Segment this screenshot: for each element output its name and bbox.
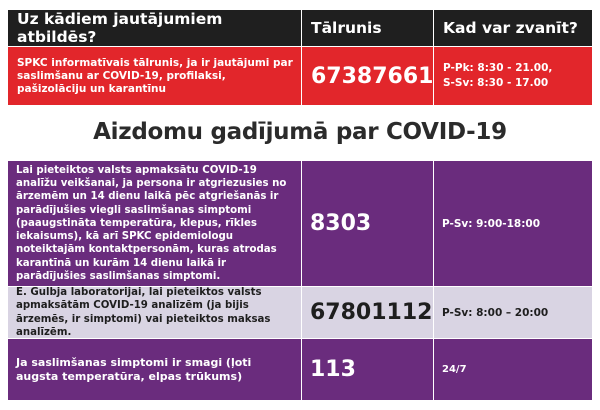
spkc-hours: P-Pk: 8:30 - 21.00, S-Sv: 8:30 - 17.00	[443, 62, 553, 89]
section-title: Aizdomu gadījumā par COVID-19	[93, 119, 507, 145]
row-phone: 8303	[302, 161, 434, 286]
row-description: E. Gulbja laboratorijai, lai pieteiktos valsts apmaksātām COVID-19 analīzēm (ja bijis ārzemēs, ir simptomi) vai pieteiktos maksas analīzēm.	[8, 287, 302, 338]
row-phone: 113	[302, 339, 434, 400]
header-question: Uz kādiem jautājumiem atbildēs?	[8, 10, 302, 46]
row-phone: 67801112	[302, 287, 434, 338]
row-description: Lai pieteiktos valsts apmaksātu COVID-19 analīžu veikšanai, ja persona ir atgriezusies no ārzemēm un 14 dienu laikā pēc atgriešanās ir parādījušies viegli saslimšanas simptomi (paaugstināta temperatūra, klepus, rīkles iekaisums), kā arī SPKC epidemiologu noteiktajām kontaktpersonām, kuras atrodas karantīnā un kurām 14 dienu laikā ir parādījušies saslimšanas simptomi.	[8, 161, 302, 286]
row-hours: P-Sv: 8:00 – 20:00	[442, 306, 549, 319]
spkc-row	[8, 47, 592, 105]
row-hours: 24/7	[442, 364, 467, 375]
table-row	[8, 161, 592, 286]
table-header	[8, 10, 592, 46]
spkc-phone: 67387661	[302, 47, 434, 105]
row-hours: P-Sv: 9:00-18:00	[442, 217, 541, 230]
table-row	[8, 287, 592, 338]
row-description: Ja saslimšanas simptomi ir smagi (ļoti augsta temperatūra, elpas trūkums)	[8, 339, 302, 400]
header-when: Kad var zvanīt?	[443, 19, 578, 37]
table-row	[8, 339, 592, 400]
spkc-description: SPKC informatīvais tālrunis, ja ir jautājumi par saslimšanu ar COVID-19, profilaksi, pašizolāciju un karantīnu	[8, 47, 302, 105]
header-phone: Tālrunis	[302, 10, 434, 46]
